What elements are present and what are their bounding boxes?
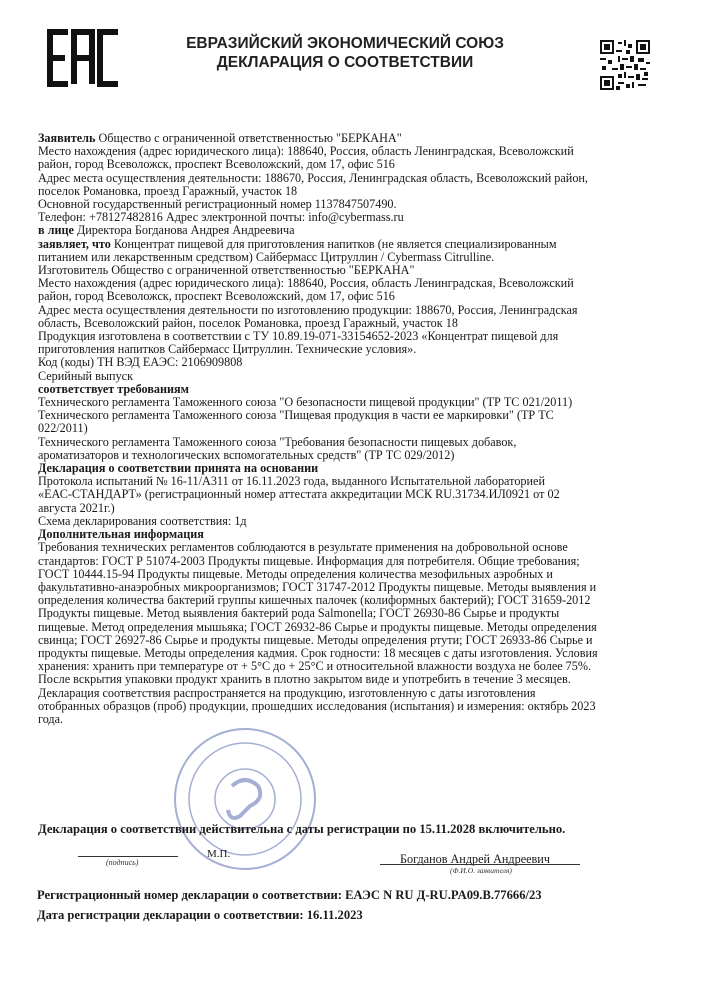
line-text: Концентрат пищевой для приготовления напитков (не является специализированным xyxy=(113,237,557,251)
line-text: свинца; ГОСТ 26927-86 Сырье и продукты пищевые. Методы определения ртути; ГОСТ 26933-86 Сырье и xyxy=(38,633,593,647)
text-line xyxy=(38,673,666,686)
line-text: район, город Всеволожск, проспект Всеволожский, дом 17, офис 516 xyxy=(38,158,395,172)
text-line xyxy=(38,277,666,290)
line-text: Место нахождения (адрес юридического лица): 188640, Россия, область Ленинградская, Всеволожский xyxy=(38,145,574,159)
line-text: факультативно-анаэробных микроорганизмов; ГОСТ 31747-2012 Продукты пищевые. Методы выявления и xyxy=(38,580,597,594)
line-text: Место нахождения (адрес юридического лица): 188640, Россия, область Ленинградская, Всеволожский xyxy=(38,277,574,291)
line-text: Телефон: +78127482816 Адрес электронной почты: info@cybermass.ru xyxy=(38,211,404,225)
text-line xyxy=(38,422,666,435)
fio-caption: (Ф.И.О. заявителя) xyxy=(450,866,512,875)
text-line xyxy=(38,343,666,356)
line-text: Схема декларирования соответствия: 1д xyxy=(38,514,247,528)
page-title xyxy=(150,34,540,72)
qr-code-icon[interactable] xyxy=(600,40,650,90)
text-line xyxy=(38,145,666,158)
line-text: ГОСТ 10444.15-94 Продукты пищевые. Методы определения количества мезофильных аэробных и xyxy=(38,567,553,581)
line-text: Серийный выпуск xyxy=(38,369,133,383)
line-text: года. xyxy=(38,712,64,726)
text-line xyxy=(38,409,666,422)
title-line-1: ЕВРАЗИЙСКИЙ ЭКОНОМИЧЕСКИЙ СОЮЗ xyxy=(186,35,504,52)
text-line xyxy=(38,488,666,501)
stamp-place-label: М.П. xyxy=(207,848,231,860)
line-text: Основной государственный регистрационный номер 1137847507490. xyxy=(38,198,397,212)
text-line xyxy=(38,224,666,237)
text-line xyxy=(38,185,666,198)
text-line xyxy=(38,304,666,317)
line-text: Технического регламента Таможенного союза "О безопасности пищевой продукции" (ТР ТС 021/2011) xyxy=(38,396,573,410)
bold-label: соответствует требованиям xyxy=(38,382,189,396)
text-line xyxy=(38,555,666,568)
line-text: Продукты пищевые. Метод выявления бактерий рода Salmonella; ГОСТ 26930-86 Сырье и продукты xyxy=(38,607,560,621)
bold-label: Заявитель xyxy=(38,132,99,145)
text-line xyxy=(38,700,666,713)
text-line xyxy=(38,475,666,488)
line-text: Общество с ограниченной ответственностью "БЕРКАНА" xyxy=(98,132,402,145)
text-line xyxy=(38,436,666,449)
text-line xyxy=(38,594,666,607)
text-line xyxy=(38,515,666,528)
signature-line xyxy=(78,856,178,857)
text-line xyxy=(38,290,666,303)
line-text: Технического регламента Таможенного союза "Требования безопасности пищевых добавок, xyxy=(38,435,517,449)
text-line xyxy=(38,317,666,330)
line-text: Технического регламента Таможенного союза "Пищевая продукция в части ее маркировки" (ТР ТС xyxy=(38,409,554,423)
text-line xyxy=(38,251,666,264)
validity-statement: Декларация о соответствии действительна с даты регистрации по 15.11.2028 включительно. xyxy=(38,822,566,836)
line-text: поселок Романовка, проезд Гаражный, участок 18 xyxy=(38,184,298,198)
text-line xyxy=(38,383,666,396)
text-line xyxy=(38,607,666,620)
line-text: После вскрытия упаковки продукт хранить в плотно закрытом виде и употребить в течение 3 месяцев. xyxy=(38,673,571,687)
signatory-name: Богданов Андрей Андреевич xyxy=(400,852,550,866)
seal-stamp-icon xyxy=(170,724,320,874)
text-line xyxy=(38,581,666,594)
line-text: пищевые. Метод определения мышьяка; ГОСТ 26932-86 Сырье и продукты пищевые. Методы определения xyxy=(38,620,597,634)
line-text: область, Всеволожский район, поселок Романовка, проезд Гаражный, участок 18 xyxy=(38,316,458,330)
signature-caption: (подпись) xyxy=(106,858,139,867)
line-text: стандартов: ГОСТ Р 51074-2003 Продукты пищевые. Информация для потребителя. Общие требования; xyxy=(38,554,580,568)
text-line xyxy=(38,172,666,185)
text-line xyxy=(38,370,666,383)
eac-logo xyxy=(46,28,124,88)
text-line xyxy=(38,211,666,224)
line-text: приготовления напитков Сайбермасс Цитруллин. Технические условия». xyxy=(38,343,417,357)
line-text: ароматизаторов и технологических вспомогательных средств" (ТР ТС 029/2012) xyxy=(38,448,455,462)
line-text: продукты пищевые. Методы определения кадмия. Срок годности: 18 месяцев с даты изготовления. Условия xyxy=(38,646,598,660)
line-text: Продукция изготовлена в соответствии с ТУ 10.89.19-071-33154652-2023 «Концентрат пищевой для xyxy=(38,330,559,344)
text-line xyxy=(38,238,666,251)
line-text: Протокола испытаний № 16-11/А311 от 16.11.2023 года, выданного Испытательной лабораторией xyxy=(38,475,545,489)
bold-label: в лице xyxy=(38,224,77,238)
text-line xyxy=(38,356,666,369)
text-line xyxy=(38,621,666,634)
line-text: определения количества бактерий группы кишечных палочек (колиформных бактерий); ГОСТ 31659-2012 xyxy=(38,594,591,608)
bold-label: Дополнительная информация xyxy=(38,528,204,542)
text-line xyxy=(38,132,666,145)
registration-number: Регистрационный номер декларации о соответствии: ЕАЭС N RU Д-RU.PA09.B.77666/23 xyxy=(37,888,542,902)
text-line xyxy=(38,647,666,660)
declaration-body xyxy=(38,132,666,726)
line-text: августа 2021г.) xyxy=(38,501,115,515)
text-line xyxy=(38,449,666,462)
text-line xyxy=(38,528,666,541)
registration-date: Дата регистрации декларации о соответствии: 16.11.2023 xyxy=(37,908,363,922)
line-text: Изготовитель Общество с ограниченной ответственностью "БЕРКАНА" xyxy=(38,264,415,278)
fio-line xyxy=(380,864,580,865)
line-text: Декларация соответствия распространяется на продукцию, изготовленную с даты изготовления xyxy=(38,686,536,700)
text-line xyxy=(38,396,666,409)
line-text: Директора Богданова Андрея Андреевича xyxy=(76,224,295,238)
text-line xyxy=(38,502,666,515)
line-text: район, город Всеволожск, проспект Всеволожский, дом 17, офис 516 xyxy=(38,290,395,304)
text-line xyxy=(38,687,666,700)
text-line xyxy=(38,158,666,171)
text-line xyxy=(38,660,666,673)
eac-logo-icon xyxy=(46,28,124,88)
line-text: 022/2011) xyxy=(38,422,88,436)
text-line xyxy=(38,541,666,554)
bold-label: Декларация о соответствии принята на основании xyxy=(38,462,319,476)
text-line xyxy=(38,264,666,277)
text-line xyxy=(38,462,666,475)
text-line xyxy=(38,330,666,343)
text-line xyxy=(38,713,666,726)
line-text: питанием или лекарственным средством) Сайбермасс Цитруллин / Cybermass Citrulline. xyxy=(38,250,495,264)
text-line xyxy=(38,568,666,581)
line-text: Требования технических регламентов соблюдаются в результате применения на добровольной основе xyxy=(38,541,568,555)
line-text: Адрес места осуществления деятельности по изготовлению продукции: 188670, Россия, Ленинградская xyxy=(38,303,578,317)
text-line xyxy=(38,198,666,211)
line-text: отобранных образцов (проб) продукции, прошедших исследования (испытания) и измерения: октябрь 2023 xyxy=(38,699,596,713)
line-text: Код (коды) ТН ВЭД ЕАЭС: 2106909808 xyxy=(38,356,243,370)
text-line xyxy=(38,634,666,647)
line-text: «ЕАС-СТАНДАРТ» (регистрационный номер аттестата аккредитации МСК RU.31734.ИЛ0921 от 02 xyxy=(38,488,560,502)
line-text: хранения: хранить при температуре от + 5°С до + 25°С и относительной влажности воздуха не более 75%. xyxy=(38,660,592,674)
title-line-2: ДЕКЛАРАЦИЯ О СООТВЕТСТВИИ xyxy=(216,54,474,71)
bold-label: заявляет, что xyxy=(38,237,114,251)
line-text: Адрес места осуществления деятельности: 188670, Россия, Ленинградская область, Всеволожский район, xyxy=(38,171,588,185)
